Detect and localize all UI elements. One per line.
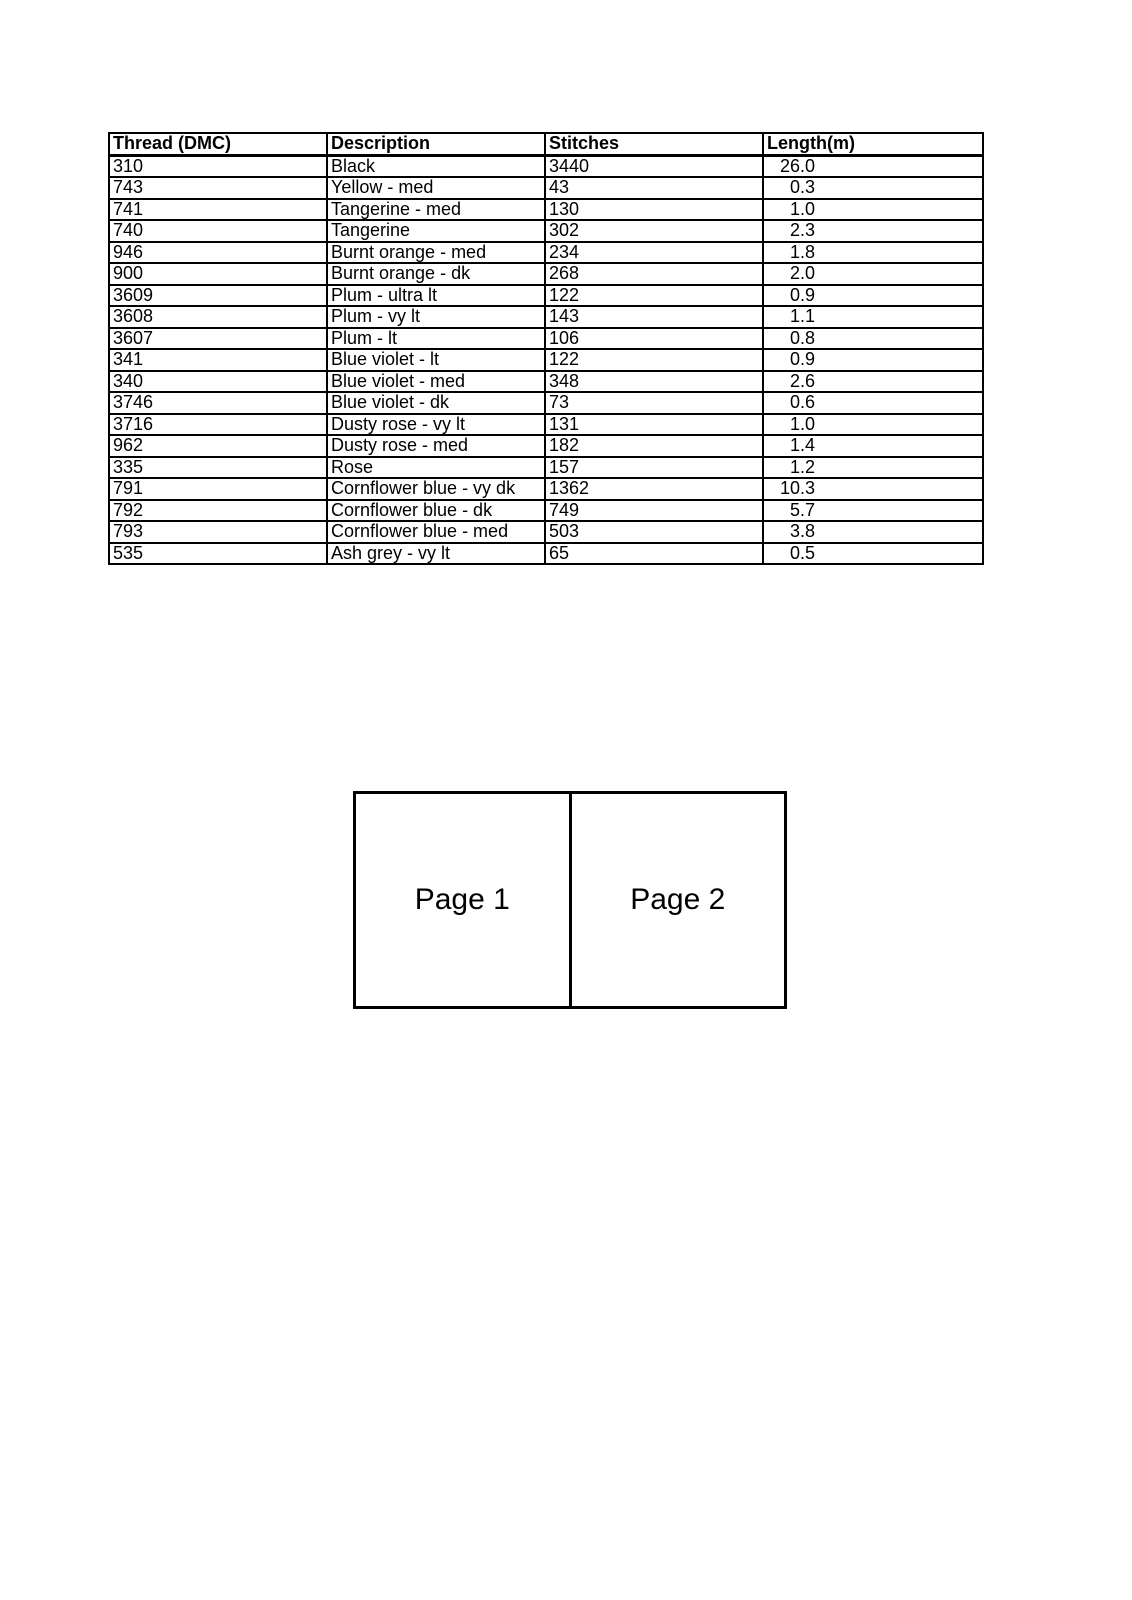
- table-row: [109, 500, 983, 522]
- cell-thread: 3608: [109, 306, 327, 328]
- cell-stitches: 302: [545, 220, 763, 242]
- length-value: 5.7: [789, 499, 815, 520]
- cell-description: Blue violet - med: [327, 371, 545, 393]
- cell-thread: 740: [109, 220, 327, 242]
- length-value: 26.0: [779, 155, 815, 176]
- cell-description: Ash grey - vy lt: [327, 543, 545, 565]
- cell-stitches: 182: [545, 435, 763, 457]
- table-row: [109, 328, 983, 350]
- cell-description: Blue violet - dk: [327, 392, 545, 414]
- table-row: [109, 155, 983, 177]
- cell-description: Cornflower blue - dk: [327, 500, 545, 522]
- cell-thread: 900: [109, 263, 327, 285]
- length-value: 0.5: [789, 542, 815, 563]
- cell-description: Tangerine - med: [327, 199, 545, 221]
- table-row: [109, 242, 983, 264]
- cell-description: Burnt orange - med: [327, 242, 545, 264]
- cell-thread: 310: [109, 155, 327, 177]
- length-value: 1.2: [789, 456, 815, 477]
- cell-description: Cornflower blue - vy dk: [327, 478, 545, 500]
- cell-thread: 3609: [109, 285, 327, 307]
- header-length: Length(m): [763, 133, 983, 155]
- length-value: 0.9: [789, 284, 815, 305]
- cell-stitches: 122: [545, 285, 763, 307]
- cell-description: Plum - vy lt: [327, 306, 545, 328]
- table-row: [109, 306, 983, 328]
- page-1-box: Page 1: [414, 883, 510, 916]
- cell-length: [763, 328, 983, 350]
- cell-length: [763, 306, 983, 328]
- header-description: Description: [327, 133, 545, 155]
- cell-length: [763, 177, 983, 199]
- cell-length: [763, 457, 983, 479]
- table-body: [109, 155, 983, 564]
- cell-length: [763, 155, 983, 177]
- cell-thread: 793: [109, 521, 327, 543]
- table-row: [109, 371, 983, 393]
- table-row: [109, 285, 983, 307]
- length-value: 2.0: [789, 263, 815, 284]
- cell-length: [763, 521, 983, 543]
- length-value: 0.8: [789, 327, 815, 348]
- cell-description: Rose: [327, 457, 545, 479]
- length-value: 10.3: [779, 478, 815, 499]
- cell-thread: 535: [109, 543, 327, 565]
- cell-thread: 340: [109, 371, 327, 393]
- header-thread: Thread (DMC): [109, 133, 327, 155]
- cell-description: Dusty rose - vy lt: [327, 414, 545, 436]
- cell-thread: 741: [109, 199, 327, 221]
- cell-thread: 3716: [109, 414, 327, 436]
- cell-length: [763, 414, 983, 436]
- cell-stitches: 130: [545, 199, 763, 221]
- table-row: [109, 478, 983, 500]
- length-value: 0.6: [789, 392, 815, 413]
- cell-stitches: 157: [545, 457, 763, 479]
- cell-thread: 962: [109, 435, 327, 457]
- cell-thread: 946: [109, 242, 327, 264]
- table-row: [109, 435, 983, 457]
- table-row: [109, 457, 983, 479]
- table-row: [109, 392, 983, 414]
- cell-thread: 743: [109, 177, 327, 199]
- cell-description: Plum - ultra lt: [327, 285, 545, 307]
- cell-description: Burnt orange - dk: [327, 263, 545, 285]
- length-value: 0.3: [789, 177, 815, 198]
- table-row: [109, 199, 983, 221]
- cell-stitches: 43: [545, 177, 763, 199]
- header-stitches: Stitches: [545, 133, 763, 155]
- cell-description: Cornflower blue - med: [327, 521, 545, 543]
- cell-stitches: 143: [545, 306, 763, 328]
- cell-length: [763, 371, 983, 393]
- length-value: 1.8: [789, 241, 815, 262]
- table-row: [109, 220, 983, 242]
- cell-stitches: 106: [545, 328, 763, 350]
- cell-stitches: 3440: [545, 155, 763, 177]
- page-layout-diagram: [353, 791, 787, 1009]
- cell-thread: 335: [109, 457, 327, 479]
- length-value: 2.3: [789, 220, 815, 241]
- cell-length: [763, 349, 983, 371]
- cell-length: [763, 242, 983, 264]
- cell-length: [763, 220, 983, 242]
- cell-description: Tangerine: [327, 220, 545, 242]
- page-2-box: Page 2: [569, 794, 785, 1006]
- table-header-row: [109, 133, 983, 155]
- cell-thread: 341: [109, 349, 327, 371]
- table-row: [109, 521, 983, 543]
- cell-stitches: 131: [545, 414, 763, 436]
- cell-stitches: 348: [545, 371, 763, 393]
- cell-length: [763, 392, 983, 414]
- length-value: 2.6: [789, 370, 815, 391]
- cell-length: [763, 543, 983, 565]
- length-value: 1.1: [789, 306, 815, 327]
- cell-thread: 792: [109, 500, 327, 522]
- thread-table: [108, 132, 984, 565]
- cell-length: [763, 500, 983, 522]
- cell-stitches: 65: [545, 543, 763, 565]
- cell-length: [763, 478, 983, 500]
- table-row: [109, 349, 983, 371]
- length-value: 1.0: [789, 198, 815, 219]
- cell-stitches: 73: [545, 392, 763, 414]
- cell-thread: 3746: [109, 392, 327, 414]
- cell-description: Blue violet - lt: [327, 349, 545, 371]
- cell-length: [763, 199, 983, 221]
- length-value: 0.9: [789, 349, 815, 370]
- cell-stitches: 234: [545, 242, 763, 264]
- cell-description: Plum - lt: [327, 328, 545, 350]
- table-row: [109, 177, 983, 199]
- cell-stitches: 268: [545, 263, 763, 285]
- cell-length: [763, 263, 983, 285]
- cell-stitches: 1362: [545, 478, 763, 500]
- cell-length: [763, 435, 983, 457]
- cell-description: Black: [327, 155, 545, 177]
- length-value: 1.4: [789, 435, 815, 456]
- table-row: [109, 543, 983, 565]
- cell-stitches: 503: [545, 521, 763, 543]
- cell-thread: 3607: [109, 328, 327, 350]
- cell-description: Dusty rose - med: [327, 435, 545, 457]
- cell-description: Yellow - med: [327, 177, 545, 199]
- cell-length: [763, 285, 983, 307]
- table-row: [109, 414, 983, 436]
- table-row: [109, 263, 983, 285]
- cell-stitches: 749: [545, 500, 763, 522]
- cell-stitches: 122: [545, 349, 763, 371]
- length-value: 3.8: [789, 521, 815, 542]
- length-value: 1.0: [789, 413, 815, 434]
- cell-thread: 791: [109, 478, 327, 500]
